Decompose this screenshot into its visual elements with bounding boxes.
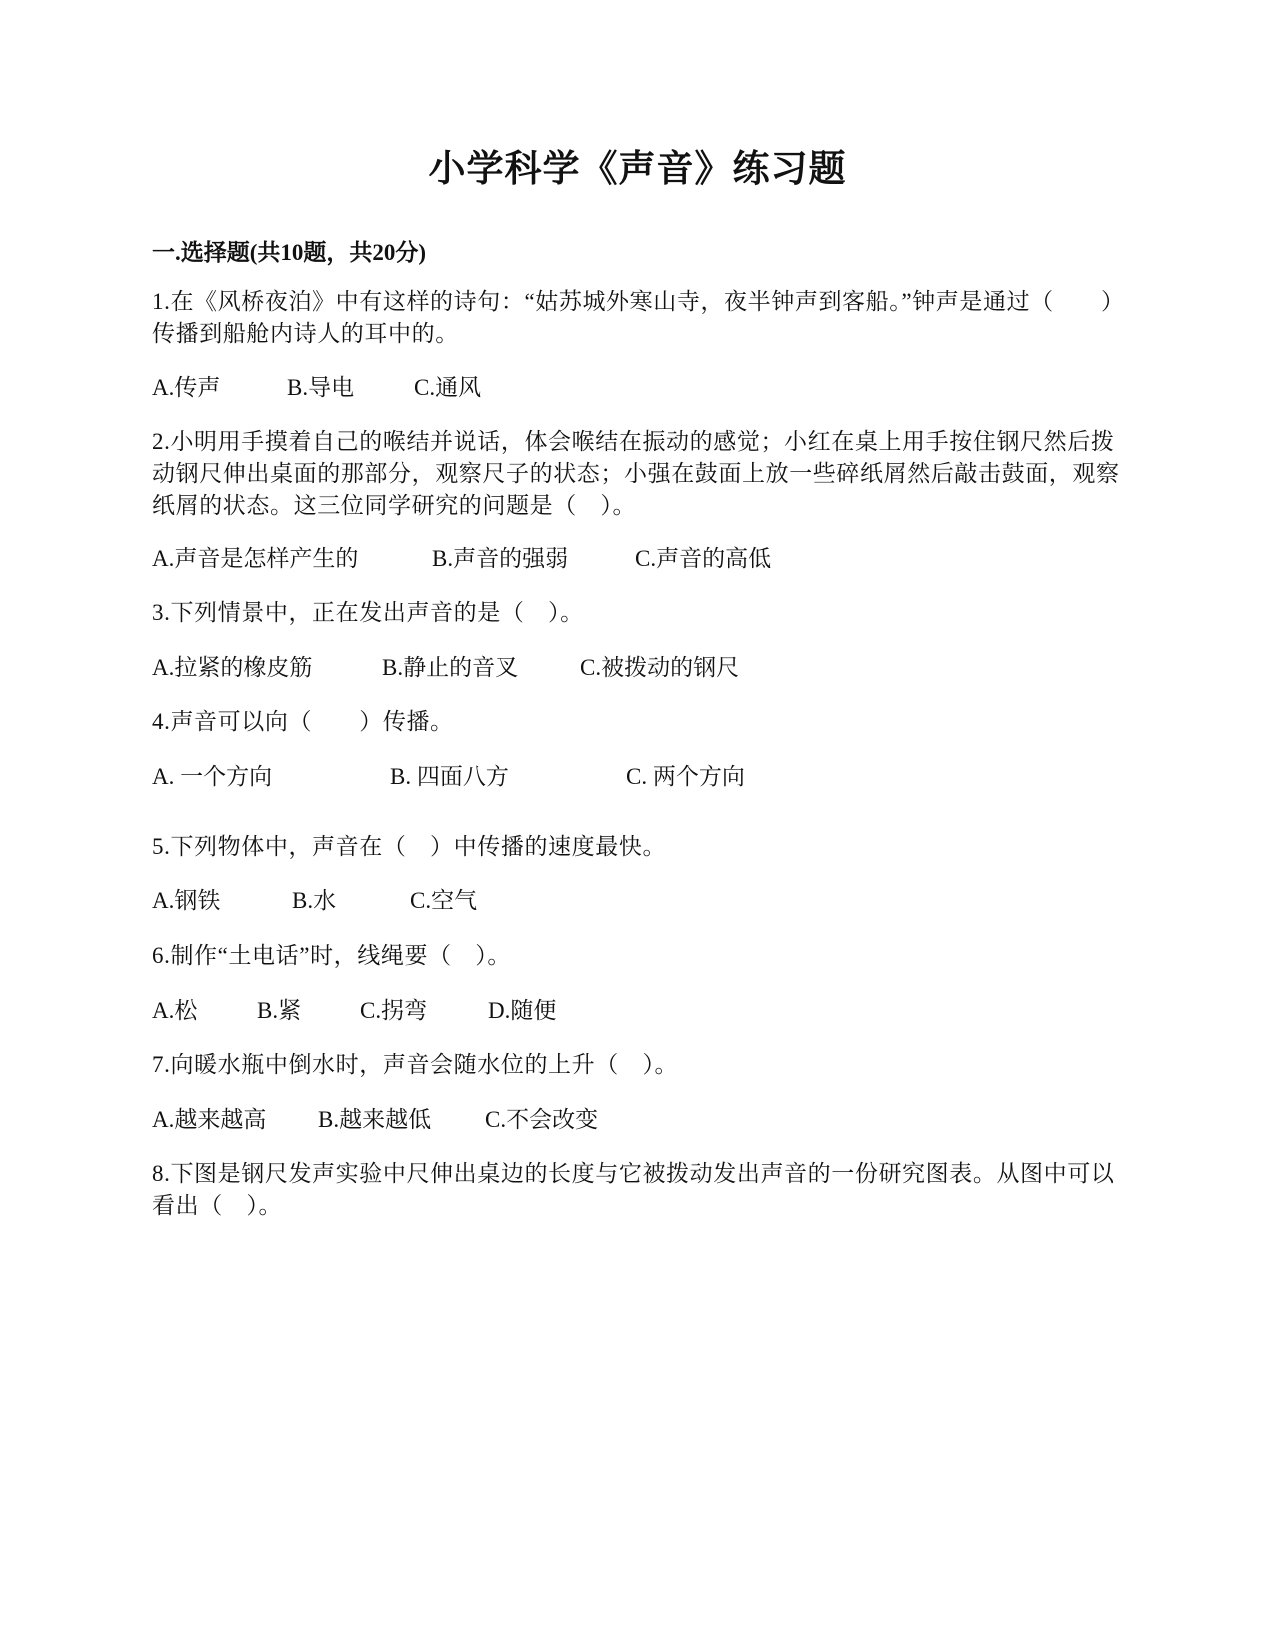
option-a: A.越来越高 [152,1107,267,1132]
option-b: B.声音的强弱 [432,546,569,571]
option-b: B.静止的音叉 [382,655,519,680]
option-b: B.水 [292,888,337,913]
option-b: B.越来越低 [318,1107,432,1132]
option-b: B. 四面八方 [390,764,509,789]
option-c: C.被拨动的钢尺 [580,655,740,680]
option-c: C.空气 [410,888,478,913]
option-d: D.随便 [488,998,557,1023]
question-5: 5.下列物体中，声音在（ ）中传播的速度最快。 [152,834,667,859]
option-a: A.松 [152,998,198,1023]
question-3: 3.下列情景中，正在发出声音的是（ ）。 [152,600,584,625]
option-a: A.声音是怎样产生的 [152,546,359,571]
question-7: 7.向暖水瓶中倒水时，声音会随水位的上升（ ）。 [152,1052,679,1077]
question-1: 1.在《风桥夜泊》中有这样的诗句：“姑苏城外寒山寺，夜半钟声到客船。”钟声是通过（ ）传播到船舱内诗人的耳中的。 [152,289,1125,346]
section-heading: 一.选择题(共10题，共20分) [152,240,427,265]
question-8: 8.下图是钢尺发声实验中尺伸出桌边的长度与它被拨动发出声音的一份研究图表。从图中可以看出（ ）。 [152,1161,1115,1218]
option-c: C.拐弯 [360,998,428,1023]
option-b: B.紧 [257,998,302,1023]
option-c: C.声音的高低 [635,546,772,571]
question-2: 2.小明用手摸着自己的喉结并说话，体会喉结在振动的感觉；小红在桌上用手按住钢尺然后拨动钢尺伸出桌面的那部分，观察尺子的状态；小强在鼓面上放一些碎纸屑然后敲击鼓面，观察纸屑的状态。这三位同学研究的问题是（ ）。 [152,429,1120,518]
option-c: C.不会改变 [485,1107,599,1132]
option-c: C. 两个方向 [626,764,745,789]
option-a: A.拉紧的橡皮筋 [152,655,313,680]
question-6: 6.制作“土电话”时，线绳要（ ）。 [152,943,511,968]
option-a: A. 一个方向 [152,764,273,789]
page-title: 小学科学《声音》练习题 [428,149,847,190]
option-a: A.传声 [152,375,221,400]
option-a: A.钢铁 [152,888,221,913]
option-c: C.通风 [414,375,482,400]
option-b: B.导电 [287,375,355,400]
question-4: 4.声音可以向（ ）传播。 [152,709,454,734]
